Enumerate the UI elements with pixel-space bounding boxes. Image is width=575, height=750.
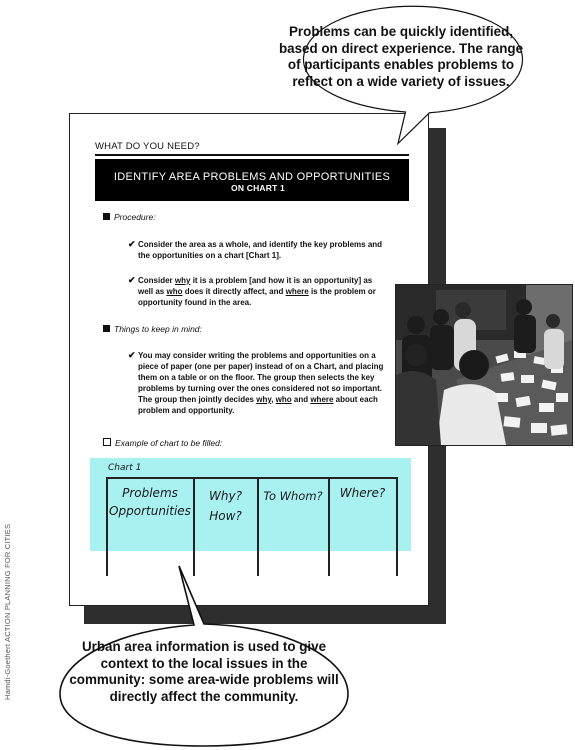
emphasis-who: who (166, 287, 183, 296)
procedure-text: does it directly affect, and (182, 287, 286, 296)
emphasis-why: why (256, 395, 272, 404)
emphasis-who: who (275, 395, 292, 404)
chart-column-divider (396, 477, 398, 576)
speech-bubble-bottom-text: Urban area information is used to give context to the local issues in the community: some area-wide problems will directly affect the community. (69, 639, 339, 704)
chart-col-label: Opportunities (109, 504, 191, 518)
emphasis-where: where (285, 287, 309, 296)
banner-title: IDENTIFY AREA PROBLEMS AND OPPORTUNITIES (113, 171, 391, 183)
side-credit: Hamdi-Goethert ACTION PLANNING FOR CITIES (3, 523, 12, 700)
keep-in-mind-label: Things to keep in mind: (114, 324, 202, 334)
workshop-photo-image (396, 285, 572, 445)
checkmark-icon: ✔ (128, 350, 136, 360)
procedure-heading (103, 212, 156, 222)
keep-text: You may consider writing the problems and opportunities on a piece of paper (one per paper) instead of on a Chart, and placing them on a table or on the floor. The group then selects the key problems by turning over the ones considered not so important. The group then jointly decides (138, 351, 384, 404)
checkmark-icon: ✔ (128, 275, 136, 285)
emphasis-where: where (310, 395, 334, 404)
chart-col-why (194, 486, 257, 526)
procedure-text: is the problem or opportunity found in the area. (138, 287, 376, 307)
keep-in-mind-item (128, 350, 390, 416)
open-square-bullet-icon (103, 438, 111, 446)
keep-text: about each problem and opportunity. (138, 395, 378, 415)
procedure-label: Procedure: (114, 212, 156, 222)
need-title: WHAT DO YOU NEED? (95, 141, 200, 152)
checkmark-icon: ✔ (128, 239, 136, 249)
workshop-photo (395, 284, 573, 446)
chart-col-label: Problems (122, 486, 178, 500)
square-bullet-icon (103, 213, 110, 220)
emphasis-why: why (174, 276, 191, 285)
procedure-item (128, 239, 386, 261)
example-label: Example of chart to be filled: (115, 438, 223, 448)
chart-col-whom: To Whom? (263, 489, 323, 503)
procedure-text: it is a problem [and how it is an opportunity] as well as (138, 276, 373, 296)
procedure-item-text: Consider the area as a whole, and identify the key problems and the opportunities on a chart [Chart 1]. (138, 240, 383, 260)
chart-title: Chart 1 (108, 463, 142, 473)
chart-col-problems (108, 484, 192, 520)
chart-col-where: Where? (339, 486, 386, 500)
chart-col-label: How? (209, 509, 242, 523)
keep-text: , (271, 395, 276, 404)
procedure-text: Consider (138, 276, 175, 285)
chart-top-line (106, 477, 397, 479)
square-bullet-icon (103, 325, 110, 332)
banner-subtitle: ON CHART 1 (231, 183, 285, 193)
keep-text: and (291, 395, 311, 404)
speech-bubble-top-text: Problems can be quickly identified, based on direct experience. The range of participants enables problems to reflect on a wide variety of issues. (278, 24, 524, 89)
chart-col-label: Why? (209, 489, 242, 503)
title-rule (95, 154, 409, 156)
keep-in-mind-heading (103, 324, 202, 334)
procedure-item (128, 275, 388, 308)
title-banner (95, 159, 409, 201)
example-heading (103, 438, 222, 448)
